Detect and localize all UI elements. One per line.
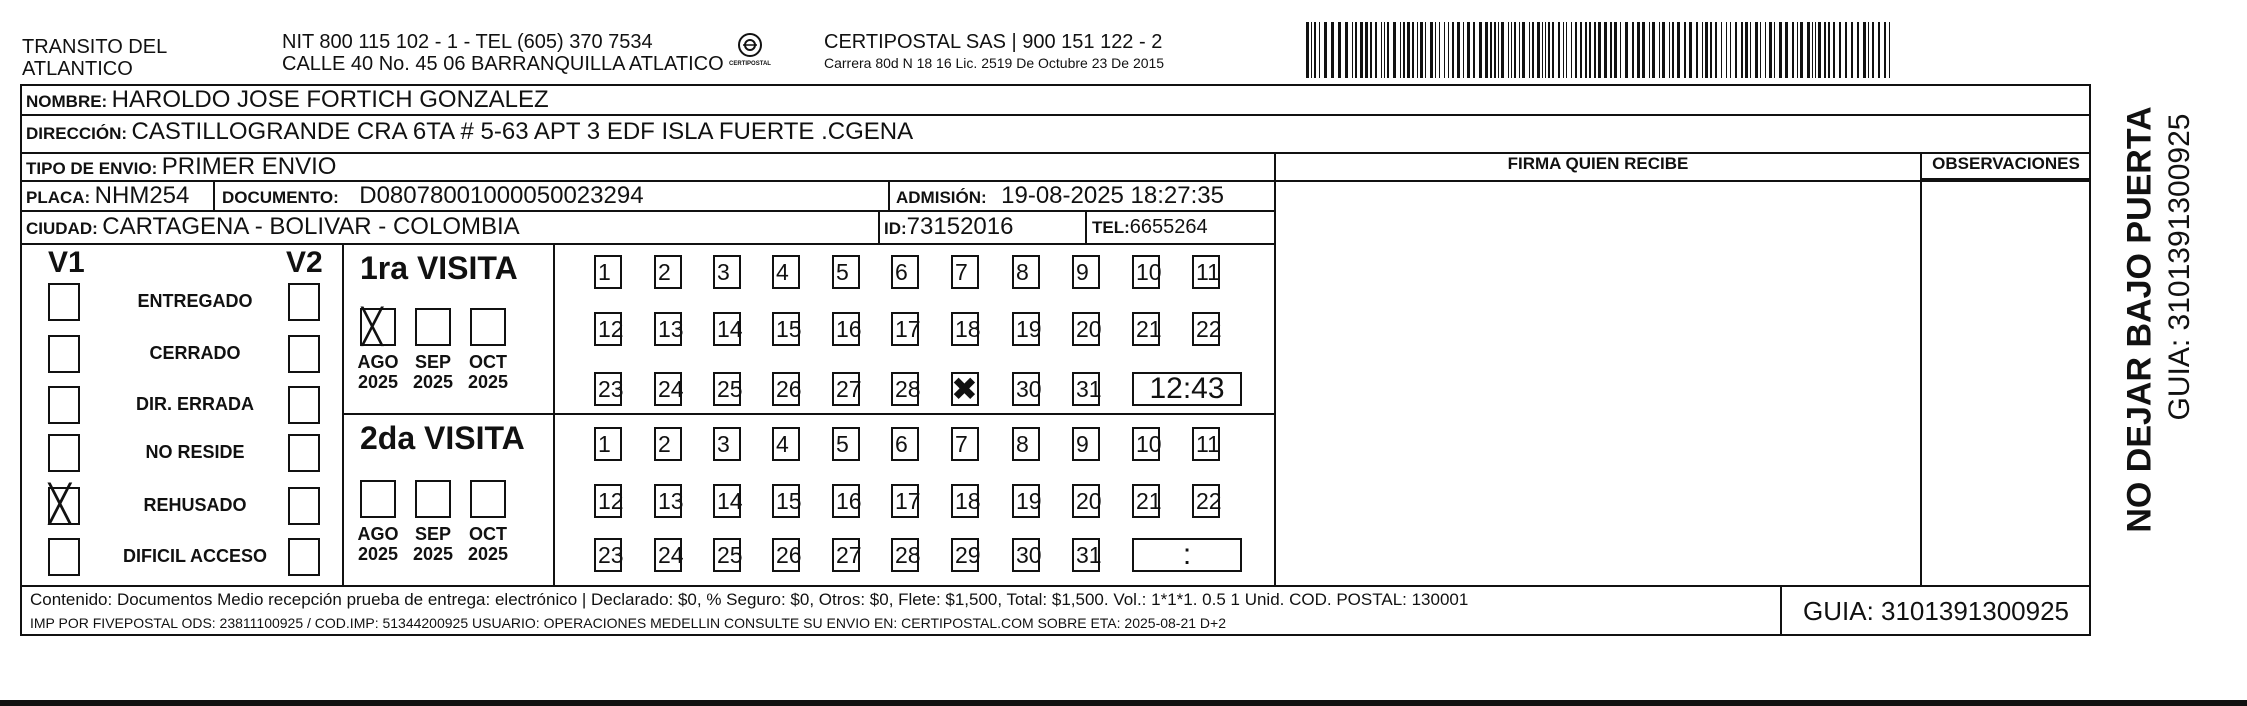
day-box[interactable]: 19 — [1012, 312, 1040, 346]
side-guia: GUIA: 3101391300925 — [2163, 113, 2196, 421]
admision-value: 19-08-2025 18:27:35 — [1001, 182, 1224, 209]
day-box[interactable] — [951, 372, 979, 406]
day-box[interactable]: 8 — [1012, 255, 1040, 289]
tel-label: TEL: — [1092, 218, 1130, 237]
day-box[interactable]: 24 — [654, 372, 682, 406]
day-box[interactable]: 23 — [594, 538, 622, 572]
recipient-address: CASTILLOGRANDE CRA 6TA # 5-63 APT 3 EDF ISLA FUERTE .CGENA — [131, 118, 914, 145]
day-box[interactable]: 26 — [772, 372, 800, 406]
day-box[interactable]: 30 — [1012, 538, 1040, 572]
day-box[interactable]: 28 — [891, 372, 919, 406]
v1-check-mark: ╳ — [49, 484, 71, 525]
day-box[interactable]: 15 — [772, 312, 800, 346]
tipo-row — [26, 153, 336, 181]
day-box[interactable]: 14 — [713, 312, 741, 346]
side-text — [2100, 100, 2196, 560]
courier-info — [824, 31, 1264, 73]
day-box[interactable]: 2 — [654, 427, 682, 461]
v2-checkbox[interactable] — [288, 283, 320, 321]
side-no-dejar: NO DEJAR BAJO PUERTA — [2120, 106, 2159, 533]
day-box[interactable]: 26 — [772, 538, 800, 572]
placa-row — [26, 182, 189, 210]
day-box[interactable]: 13 — [654, 484, 682, 518]
day-box[interactable]: 25 — [713, 538, 741, 572]
day-box[interactable]: 5 — [832, 255, 860, 289]
day-box[interactable]: 27 — [832, 372, 860, 406]
day-box[interactable]: 8 — [1012, 427, 1040, 461]
sender-company-line1: TRANSITO DEL — [22, 36, 168, 58]
day-box[interactable]: 5 — [832, 427, 860, 461]
footer-imp: IMP POR FIVEPOSTAL ODS: 23811100925 / COD.IMP: 51344200925 USUARIO: OPERACIONES MEDELLIN CONSULTE SU ENVIO EN: CERTIPOSTAL.COM SOBRE ETA: 2025-08-21 D+2 — [30, 615, 1227, 631]
license-line: Carrera 80d N 18 16 Lic. 2519 De Octubre 23 De 2015 — [824, 55, 1165, 71]
time-box[interactable]: 12:43 — [1132, 372, 1242, 406]
day-box[interactable]: 21 — [1132, 312, 1160, 346]
v2-checkbox[interactable] — [288, 335, 320, 373]
day-box[interactable]: 15 — [772, 484, 800, 518]
address-line: CALLE 40 No. 45 06 BARRANQUILLA ATLATICO — [282, 53, 724, 75]
visit2-title: 2da VISITA — [360, 420, 525, 456]
footer-contenido: Contenido: Documentos Medio recepción prueba de entrega: electrónico | Declarado: $0, % Seguro: $0, Otros: $0, Flete: $1,500, Total: $1,500. Vol.: 1*1*1. 0.5 1 Unid. COD. POSTAL: 130001 — [30, 590, 1469, 609]
status-option-label: ENTREGADO — [137, 291, 253, 311]
day-box[interactable]: 21 — [1132, 484, 1160, 518]
v1-checkbox[interactable] — [48, 484, 80, 525]
v1-checkbox[interactable] — [48, 434, 80, 472]
v2-checkbox[interactable] — [288, 538, 320, 576]
day-box[interactable]: 27 — [832, 538, 860, 572]
day-box[interactable]: 4 — [772, 255, 800, 289]
day-box[interactable]: 16 — [832, 312, 860, 346]
tel-row — [1092, 216, 1208, 239]
day-box[interactable]: 11 — [1192, 427, 1220, 461]
month-checkbox[interactable] — [415, 480, 451, 518]
day-box[interactable]: 19 — [1012, 484, 1040, 518]
day-box[interactable]: 12 — [594, 312, 622, 346]
firma-label: FIRMA QUIEN RECIBE — [1507, 154, 1689, 173]
tipo-value: PRIMER ENVIO — [161, 153, 337, 180]
month-checkbox[interactable] — [360, 308, 396, 346]
month-checkbox[interactable] — [360, 480, 396, 518]
v1-checkbox[interactable] — [48, 283, 80, 321]
v1-checkbox[interactable] — [48, 335, 80, 373]
month-label: SEP 2025 — [412, 524, 454, 564]
month-checkbox[interactable] — [470, 308, 506, 346]
day-box[interactable]: 9 — [1072, 427, 1100, 461]
day-box[interactable]: 17 — [891, 484, 919, 518]
name-label: NOMBRE: — [26, 92, 108, 111]
sender-company-line2: ATLANTICO — [22, 58, 133, 80]
v1-checkbox[interactable] — [48, 386, 80, 424]
ciudad-row — [26, 213, 520, 241]
ciudad-value: CARTAGENA - BOLIVAR - COLOMBIA — [102, 213, 520, 240]
day-box[interactable]: 11 — [1192, 255, 1220, 289]
day-box[interactable]: 20 — [1072, 484, 1100, 518]
day-box[interactable]: 3 — [713, 427, 741, 461]
v1-checkbox[interactable] — [48, 538, 80, 576]
day-box[interactable]: 10 — [1132, 255, 1160, 289]
day-box[interactable]: 13 — [654, 312, 682, 346]
day-box[interactable]: 22 — [1192, 484, 1220, 518]
month-label: SEP 2025 — [412, 352, 454, 392]
logo-icon — [733, 32, 767, 60]
day-box[interactable]: 25 — [713, 372, 741, 406]
recipient-name: HAROLDO JOSE FORTICH GONZALEZ — [111, 86, 549, 113]
time-box[interactable]: : — [1132, 538, 1242, 572]
month-label: AGO 2025 — [357, 352, 399, 392]
address-label: DIRECCIÓN: — [26, 124, 128, 143]
day-box[interactable]: 20 — [1072, 312, 1100, 346]
day-box[interactable]: 17 — [891, 312, 919, 346]
barcode — [1306, 22, 1898, 78]
day-box[interactable]: 31 — [1072, 372, 1100, 406]
day-box[interactable]: 6 — [891, 255, 919, 289]
status-option-label: REHUSADO — [143, 495, 247, 515]
day-box[interactable]: 31 — [1072, 538, 1100, 572]
day-box[interactable]: 6 — [891, 427, 919, 461]
id-row — [884, 213, 1013, 241]
sender-company — [22, 36, 282, 80]
visit1-title: 1ra VISITA — [360, 250, 518, 286]
status-option-label: DIR. ERRADA — [135, 394, 254, 414]
v2-checkbox[interactable] — [288, 386, 320, 424]
day-box[interactable]: 18 — [951, 484, 979, 518]
month-checkbox[interactable] — [415, 308, 451, 346]
documento-row — [222, 182, 644, 210]
day-box[interactable]: 24 — [654, 538, 682, 572]
tel-value: 6655264 — [1129, 216, 1208, 238]
bottom-border — [0, 700, 2247, 706]
day-box[interactable]: 3 — [713, 255, 741, 289]
month-label: OCT 2025 — [467, 524, 509, 564]
day-box[interactable]: 16 — [832, 484, 860, 518]
ciudad-label: CIUDAD: — [26, 219, 98, 238]
day-marked: ✖ — [951, 370, 978, 408]
observaciones-label: OBSERVACIONES — [1932, 154, 2080, 173]
sender-info — [282, 31, 742, 75]
day-box[interactable]: 10 — [1132, 427, 1160, 461]
month-check-mark: ╳ — [362, 307, 383, 347]
month-label: OCT 2025 — [467, 352, 509, 392]
day-box[interactable]: 2 — [654, 255, 682, 289]
day-box[interactable]: 1 — [594, 427, 622, 461]
month-checkbox[interactable] — [470, 480, 506, 518]
day-box[interactable]: 4 — [772, 427, 800, 461]
day-box[interactable]: 9 — [1072, 255, 1100, 289]
status-option-label: NO RESIDE — [145, 442, 245, 462]
v2-label: V2 — [286, 246, 323, 279]
nit-line: NIT 800 115 102 - 1 - TEL (605) 370 7534 — [282, 31, 653, 53]
day-box[interactable]: 18 — [951, 312, 979, 346]
id-label: ID: — [884, 219, 907, 238]
day-box[interactable]: 22 — [1192, 312, 1220, 346]
logo-text: CERTIPOSTAL — [729, 61, 771, 67]
day-box[interactable]: 30 — [1012, 372, 1040, 406]
documento-label: DOCUMENTO: — [222, 188, 339, 207]
courier-line: CERTIPOSTAL SAS | 900 151 122 - 2 — [824, 31, 1163, 53]
tipo-label: TIPO DE ENVIO: — [26, 159, 158, 178]
status-option-label: CERRADO — [149, 343, 241, 363]
day-box[interactable]: 1 — [594, 255, 622, 289]
day-box[interactable]: 7 — [951, 427, 979, 461]
footer-guia: GUIA: 3101391300925 — [1803, 596, 2069, 626]
certipostal-logo — [720, 32, 780, 72]
documento-value: D08078001000050023294 — [359, 182, 644, 209]
day-box[interactable]: 23 — [594, 372, 622, 406]
placa-label: PLACA: — [26, 188, 91, 207]
admision-label: ADMISIÓN: — [896, 188, 987, 207]
v2-checkbox[interactable] — [288, 487, 320, 525]
day-box[interactable]: 12 — [594, 484, 622, 518]
month-label: AGO 2025 — [357, 524, 399, 564]
day-box[interactable]: 29 — [951, 538, 979, 572]
v1-label: V1 — [48, 246, 85, 279]
day-box[interactable]: 7 — [951, 255, 979, 289]
id-value: 73152016 — [906, 213, 1014, 240]
name-row — [26, 86, 549, 114]
address-row — [26, 118, 913, 146]
day-box[interactable]: 14 — [713, 484, 741, 518]
v2-checkbox[interactable] — [288, 434, 320, 472]
day-box[interactable]: 28 — [891, 538, 919, 572]
status-option-label: DIFICIL ACCESO — [122, 546, 267, 566]
placa-value: NHM254 — [94, 182, 190, 209]
admision-row — [896, 182, 1224, 210]
